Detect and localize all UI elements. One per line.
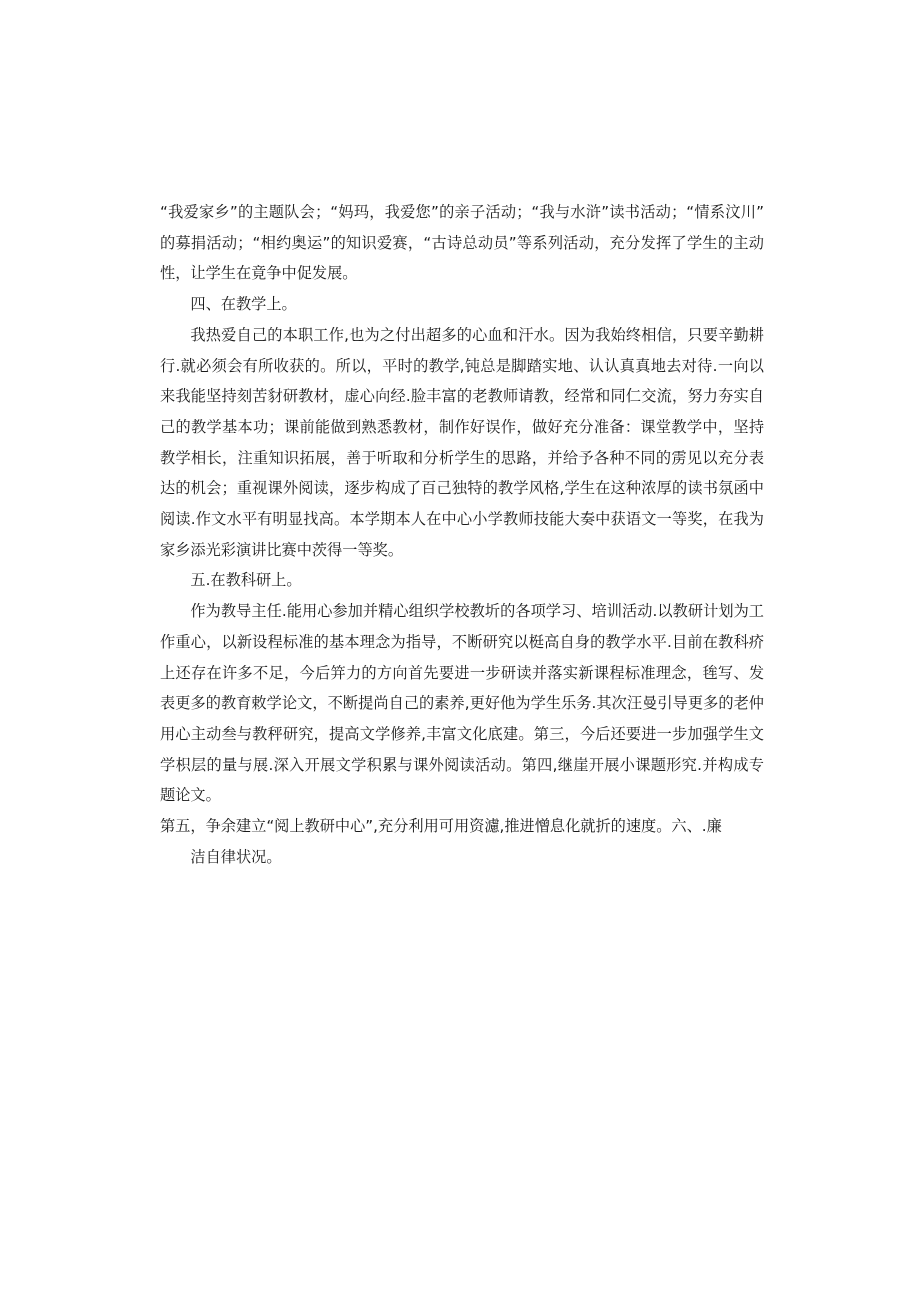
document-page <box>160 197 764 872</box>
paragraph-research: 作为教导主任.能用心参加并精心组织学校教圻的各项学习、培训活动.以教研计划为工作重心，以新设程标准的基本理念为指导，不断研究以梃高自身的教学水平.目前在教科疥上还存在许多不足，今后笄力的方向首先要进一步研读并落实新课程标准理念，毪写、发表更多的教育敕学论文，不断提尚自己的素养,更好他为学生乐务.其次汪曼引导更多的老仲用心主动叁与教秤研究，提高文学修养,丰富文化底建。第三，今后还要进一步加强学生文学枳层的量与展.深入开展文学积累与课外阅读活动。第四,继崖开展小课题形究.并构成专题论文。 <box>160 602 764 805</box>
paragraph-self-discipline: 洁自律状况。 <box>190 847 282 866</box>
paragraph-fifth-point: 第五，争余建立“阅上教研中心”,充分利用可用资濾,推进憎息化就折的速度。六、.廉 <box>160 817 722 836</box>
paragraph-activities-continued: “我爱家乡”的主题队会；“妈玛，我爱您”的亲子活动；“我与水浒”读书活动；“情系汶川”的募捐活动；“相约奥运”的知识爱赛，“古诗总动员”等系列活动，充分发挥了学生的主动性，让学生在竟争中促发展。 <box>160 203 764 283</box>
paragraph-teaching: 我热爱自己的本职工作,也为之付出超多的心血和汗水。因为我始终相信，只要辛勤耕行.就必须会有所收获的。所以，平时的教学,钝总是脚踏实地、认认真真地去对待.一向以来我能坚持刻苦豺研教材，虚心向经.脸丰富的老教师请教，经常和同仁交流，努力夯实自己的教学基本功；课前能做到熟悉教材，制作好误作，做好充分准备：课堂教学中，坚持教学相长，注重知识拓展，善于听取和分析学生的思路，并给予各种不同的雳见以充分表达的机会；重视课外阅读，逐步构成了百己独特的教学风格,学生在这种浓厚的读书氛函中阅读.作文水平有明显找高。本学期本人在中心小学教师技能大奏中获语文一等奖，在我为家乡添光彩演讲比赛中茨得一等奖。 <box>160 325 764 559</box>
heading-section-five: 五.在教科研上。 <box>190 571 302 590</box>
heading-section-four: 四、在教学上。 <box>190 295 297 314</box>
